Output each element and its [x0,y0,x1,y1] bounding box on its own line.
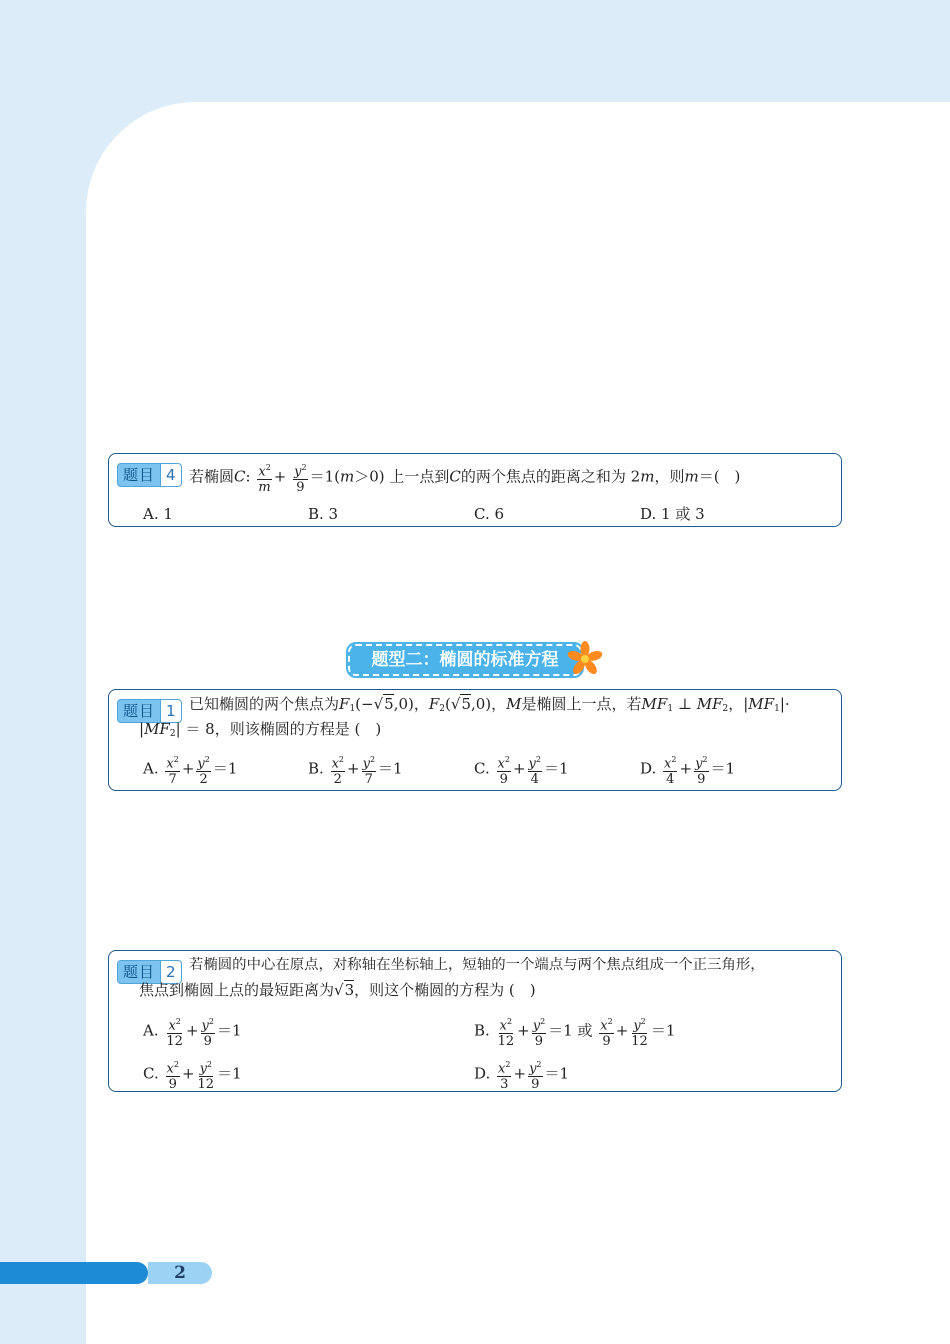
question-tag-label: 题目 [117,699,161,723]
page-bar [0,1262,148,1284]
question-box-2 [108,950,842,1092]
section-heading: 题型二：椭圆的标准方程 [348,644,582,676]
option-a[interactable]: A. $\frac{x^2}{12}$ + $\frac{y^2}{9}$ ＝1 [143,1014,242,1049]
option-d[interactable]: D. $\frac{x^2}{3}$ + $\frac{y^2}{9}$ ＝1 [474,1057,569,1092]
question-text-line-2: 焦点到椭圆上点的最短距离为√3，则这个椭圆的方程为 ( ) [139,981,536,999]
question-tag [117,463,182,487]
option-c[interactable]: C. $\frac{x^2}{9}$ + $\frac{y^2}{12}$ ＝1 [143,1057,242,1092]
page-number: 2 [148,1262,212,1284]
question-text-line-1: 若椭圆的中心在原点，对称轴在坐标轴上，短轴的一个端点与两个焦点组成一个正三角形， [189,957,765,973]
option-a[interactable]: A. 1 [143,505,173,523]
question-text-line-1: 已知椭圆的两个焦点为$F_1(-√5,0)$，$F_2(√5,0)$，M是椭圆上一点，若$MF_1$ ⊥ $MF_2$，$|MF_1|\cdot$ [189,695,790,714]
option-c[interactable]: C. $\frac{x^2}{9}$ + $\frac{y^2}{4}$ ＝1 [474,752,569,787]
question-number: 2 [161,960,182,984]
question-box-4 [108,453,842,527]
question-number: 1 [161,699,182,723]
question-tag-label: 题目 [117,463,161,487]
flower-icon [566,640,604,678]
question-tag-label: 题目 [117,960,161,984]
question-box-1 [108,689,842,791]
option-b[interactable]: B. $\frac{x^2}{2}$ + $\frac{y^2}{7}$ ＝1 [308,752,403,787]
option-c[interactable]: C. 6 [474,505,505,523]
question-text-line-2: $|MF_2| = 8$，则该椭圆的方程是 ( ) [139,720,382,739]
option-d[interactable]: D. $\frac{x^2}{4}$ + $\frac{y^2}{9}$ ＝1 [640,752,735,787]
option-b[interactable]: B. 3 [308,505,339,523]
question-text: 若椭圆C: $\frac{x^2}{m}$ + $\frac{y^2}{9}$ ＝1(m＞0) 上一点到C的两个焦点的距离之和为 2m，则m＝( ) [189,460,740,495]
option-b[interactable]: B. $\frac{x^2}{12}$ + $\frac{y^2}{9}$ ＝1 或 $\frac{x^2}{9}$ + $\frac{y^2}{12}$ ＝1 [474,1014,675,1049]
option-d[interactable]: D. 1 或 3 [640,505,705,523]
option-a[interactable]: A. $\frac{x^2}{7}$ + $\frac{y^2}{2}$ ＝1 [143,752,237,787]
question-number: 4 [161,463,182,487]
